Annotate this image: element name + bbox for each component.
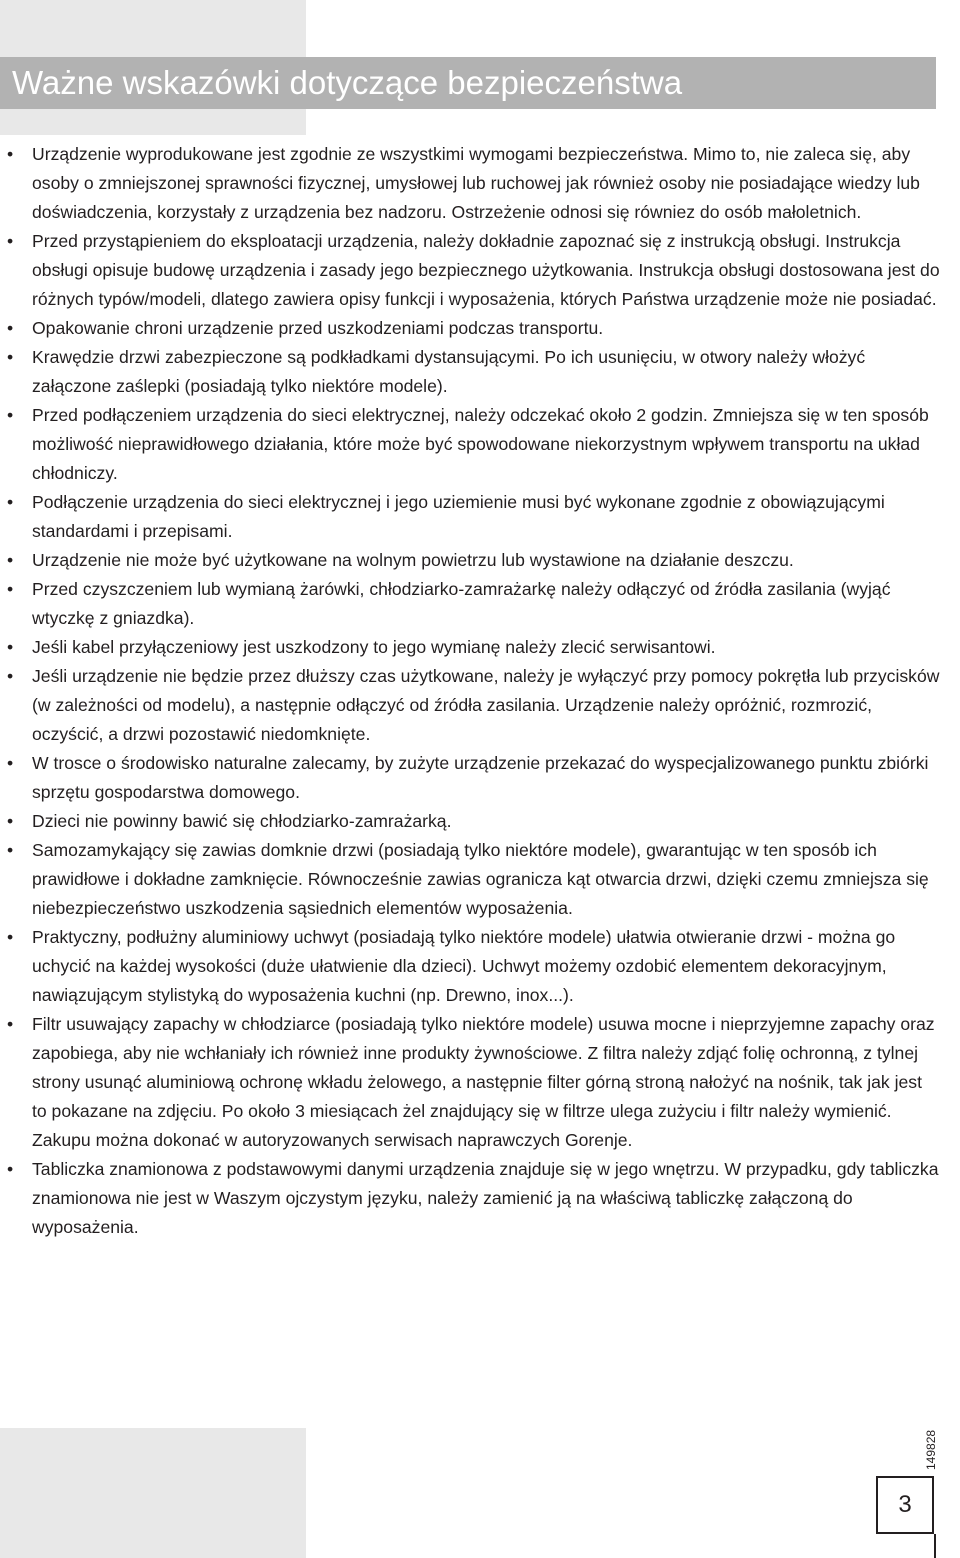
list-item-text: Jeśli urządzenie nie będzie przez dłuższy czas użytkowane, należy je wyłączyć przy pomocy pokrętła lub przycisków (w zależności od modelu), a następnie odłączyć od źródła zasilania. Urządzenie należy opróżnić, rozmrozić, oczyścić, a drzwi pozostawić niedomknięte. — [32, 666, 940, 744]
bullet-icon: • — [7, 144, 14, 164]
list-item — [0, 836, 940, 923]
list-item — [0, 807, 940, 836]
list-item-text: Samozamykający się zawias domknie drzwi (posiadają tylko niektóre modele), gwarantując w ten sposób ich prawidłowe i dokładne zamknięcie. Równocześnie zawias ogranicza kąt otwarcia drzwi, dzięki czemu zmniejsza się niebezpieczeństwo uszkodzenia sąsiednich elementów wyposażenia. — [32, 840, 929, 918]
list-item-text: Przed czyszczeniem lub wymianą żarówki, chłodziarko-zamrażarkę należy odłączyć od źródła zasilania (wyjąć wtyczkę z gniazdka). — [32, 579, 891, 628]
page-title: Ważne wskazówki dotyczące bezpieczeństwa — [12, 64, 683, 101]
bullet-icon: • — [7, 666, 14, 686]
page-number-box — [876, 1476, 934, 1534]
list-item-text: Podłączenie urządzenia do sieci elektrycznej i jego uziemienie musi być wykonane zgodnie z obowiązującymi standardami i przepisami. — [32, 492, 885, 541]
list-item-text: Urządzenie wyprodukowane jest zgodnie ze wszystkimi wymogami bezpieczeństwa. Mimo to, nie zaleca się, aby osoby o zmniejszonej sprawności fizycznej, umysłowej lub ruchowej jak również osoby nie posiadające wiedzy lub doświadczenia, korzystały z urządzenia bez nadzoru. Ostrzeżenie odnosi się równiez do osób małoletnich. — [32, 144, 920, 222]
list-item — [0, 1010, 940, 1155]
list-item-text: Urządzenie nie może być użytkowane na wolnym powietrzu lub wystawione na działanie deszczu. — [32, 550, 794, 570]
bullet-icon: • — [7, 347, 14, 367]
list-item — [0, 546, 940, 575]
bullet-icon: • — [7, 492, 14, 512]
bullet-icon: • — [7, 637, 14, 657]
list-item — [0, 749, 940, 807]
bullet-icon: • — [7, 579, 14, 599]
bullet-icon: • — [7, 405, 14, 425]
list-item-text: Jeśli kabel przyłączeniowy jest uszkodzony to jego wymianę należy zlecić serwisantowi. — [32, 637, 716, 657]
bullet-icon: • — [7, 840, 14, 860]
bullet-icon: • — [7, 1014, 14, 1034]
list-item — [0, 1155, 940, 1242]
page-number: 3 — [898, 1491, 912, 1518]
list-item — [0, 488, 940, 546]
list-item — [0, 314, 940, 343]
list-item — [0, 401, 940, 488]
bullet-icon: • — [7, 811, 14, 831]
instruction-list — [0, 140, 940, 1242]
title-banner — [0, 57, 936, 109]
bullet-icon: • — [7, 927, 14, 947]
list-item-text: Praktyczny, podłużny aluminiowy uchwyt (posiadają tylko niektóre modele) ułatwia otwieranie drzwi - można go uchycić na każdej wysokości (duże ułatwienie dla dzieci). Uchwyt możemy ozdobić elementem dekoracyjnym, nawiązującym stylistyką do wyposażenia kuchni (np. Drewno, inox...). — [32, 927, 896, 1005]
list-item — [0, 662, 940, 749]
list-item — [0, 227, 940, 314]
list-item — [0, 575, 940, 633]
list-item — [0, 923, 940, 1010]
list-item-text: Przed przystąpieniem do eksploatacji urządzenia, należy dokładnie zapoznać się z instrukcją obsługi. Instrukcja obsługi opisuje budowę urządzenia i zasady jego bezpiecznego użytkowania. Instrukcja obsługi dostosowana jest do różnych typów/modeli, dlatego zawiera opisy funkcji i wyposażenia, których Państwa urządzenie może nie posiadać. — [32, 231, 940, 309]
document-code: 149828 — [924, 1429, 938, 1470]
bullet-icon: • — [7, 318, 14, 338]
list-item-text: Tabliczka znamionowa z podstawowymi danymi urządzenia znajduje się w jego wnętrzu. W przypadku, gdy tabliczka znamionowa nie jest w Waszym ojczystym języku, należy zamienić ją na właściwą tabliczkę załączoną do wyposażenia. — [32, 1159, 939, 1237]
list-item-text: Filtr usuwający zapachy w chłodziarce (posiadają tylko niektóre modele) usuwa mocne i nieprzyjemne zapachy oraz zapobiega, aby nie wchłaniały ich również inne produkty żywnościowe. Z filtra należy zdjąć folię ochronną, z tylnej strony usunąć aluminiową ochronę wkładu żelowego, a następnie filter górną stroną nałożyć na nośnik, tak jak jest to pokazane na zdjęciu. Po około 3 miesiącach żel znajdujący się w filtrze ulega zużyciu i filtr należy wymienić. Zakupu można dokonać w autoryzowanych serwisach naprawczych Gorenje. — [32, 1014, 935, 1150]
list-item — [0, 633, 940, 662]
list-item-text: Krawędzie drzwi zabezpieczone są podkładkami dystansującymi. Po ich usunięciu, w otwory należy włożyć załączone zaślepki (posiadają tylko niektóre modele). — [32, 347, 866, 396]
list-item-text: Dzieci nie powinny bawić się chłodziarko-zamrażarką. — [32, 811, 452, 831]
bullet-icon: • — [7, 231, 14, 251]
list-item — [0, 140, 940, 227]
list-item-text: Opakowanie chroni urządzenie przed uszkodzeniami podczas transportu. — [32, 318, 604, 338]
bullet-icon: • — [7, 1159, 14, 1179]
page-box-line — [934, 1534, 936, 1558]
bullet-icon: • — [7, 550, 14, 570]
list-item-text: W trosce o środowisko naturalne zalecamy, by zużyte urządzenie przekazać do wyspecjalizowanego punktu zbiórki sprzętu gospodarstwa domowego. — [32, 753, 929, 802]
footer-decoration — [0, 1428, 306, 1558]
bullet-icon: • — [7, 753, 14, 773]
list-item-text: Przed podłączeniem urządzenia do sieci elektrycznej, należy odczekać około 2 godzin. Zmniejsza się w ten sposób możliwość nieprawidłowego działania, które może być spowodowane niekorzystnym wpływem transportu na układ chłodniczy. — [32, 405, 929, 483]
list-item — [0, 343, 940, 401]
safety-instructions — [0, 140, 940, 1242]
